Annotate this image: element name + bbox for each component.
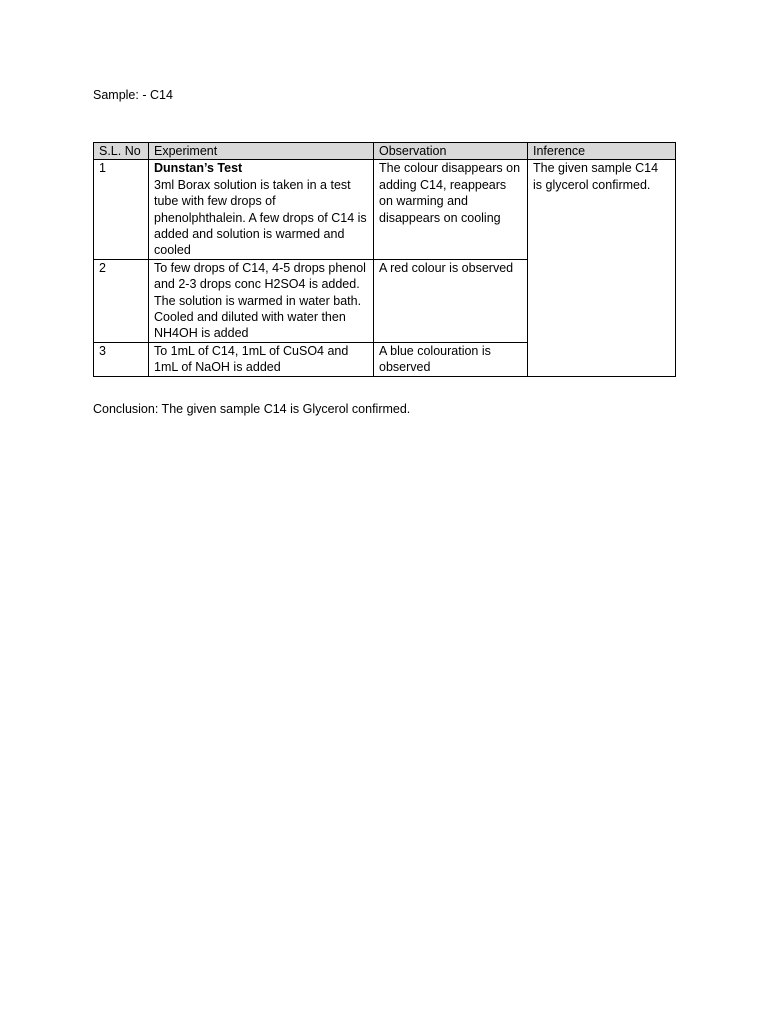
conclusion-text: Conclusion: The given sample C14 is Glycerol confirmed. [93,402,411,416]
header-inference: Inference [528,143,676,160]
header-experiment: Experiment [149,143,374,160]
row-3-observation: A blue colouration is observed [374,342,528,376]
table-header-row [94,143,676,160]
table-row [94,160,676,259]
sample-label: Sample: - C14 [93,88,173,102]
header-sl-no: S.L. No [94,143,149,160]
row-3-sl-no: 3 [94,342,149,376]
row-1-sl-no: 1 [94,160,149,259]
row-1-experiment-text: 3ml Borax solution is taken in a test tube with few drops of phenolphthalein. A few drops of C14 is added and solution is warmed and cooled [154,177,367,258]
results-table [93,142,676,377]
header-observation: Observation [374,143,528,160]
row-2-observation: A red colour is observed [374,259,528,342]
row-1-experiment-title: Dunstan’s Test [154,161,243,176]
inference-cell: The given sample C14 is glycerol confirmed. [528,160,676,376]
row-2-experiment: To few drops of C14, 4-5 drops phenol and 2-3 drops conc H2SO4 is added. The solution is warmed in water bath. Cooled and diluted with water then NH4OH is added [149,259,374,342]
row-1-observation: The colour disappears on adding C14, reappears on warming and disappears on cooling [374,160,528,259]
row-1-experiment [149,160,374,259]
row-3-experiment: To 1mL of C14, 1mL of CuSO4 and 1mL of NaOH is added [149,342,374,376]
row-2-sl-no: 2 [94,259,149,342]
